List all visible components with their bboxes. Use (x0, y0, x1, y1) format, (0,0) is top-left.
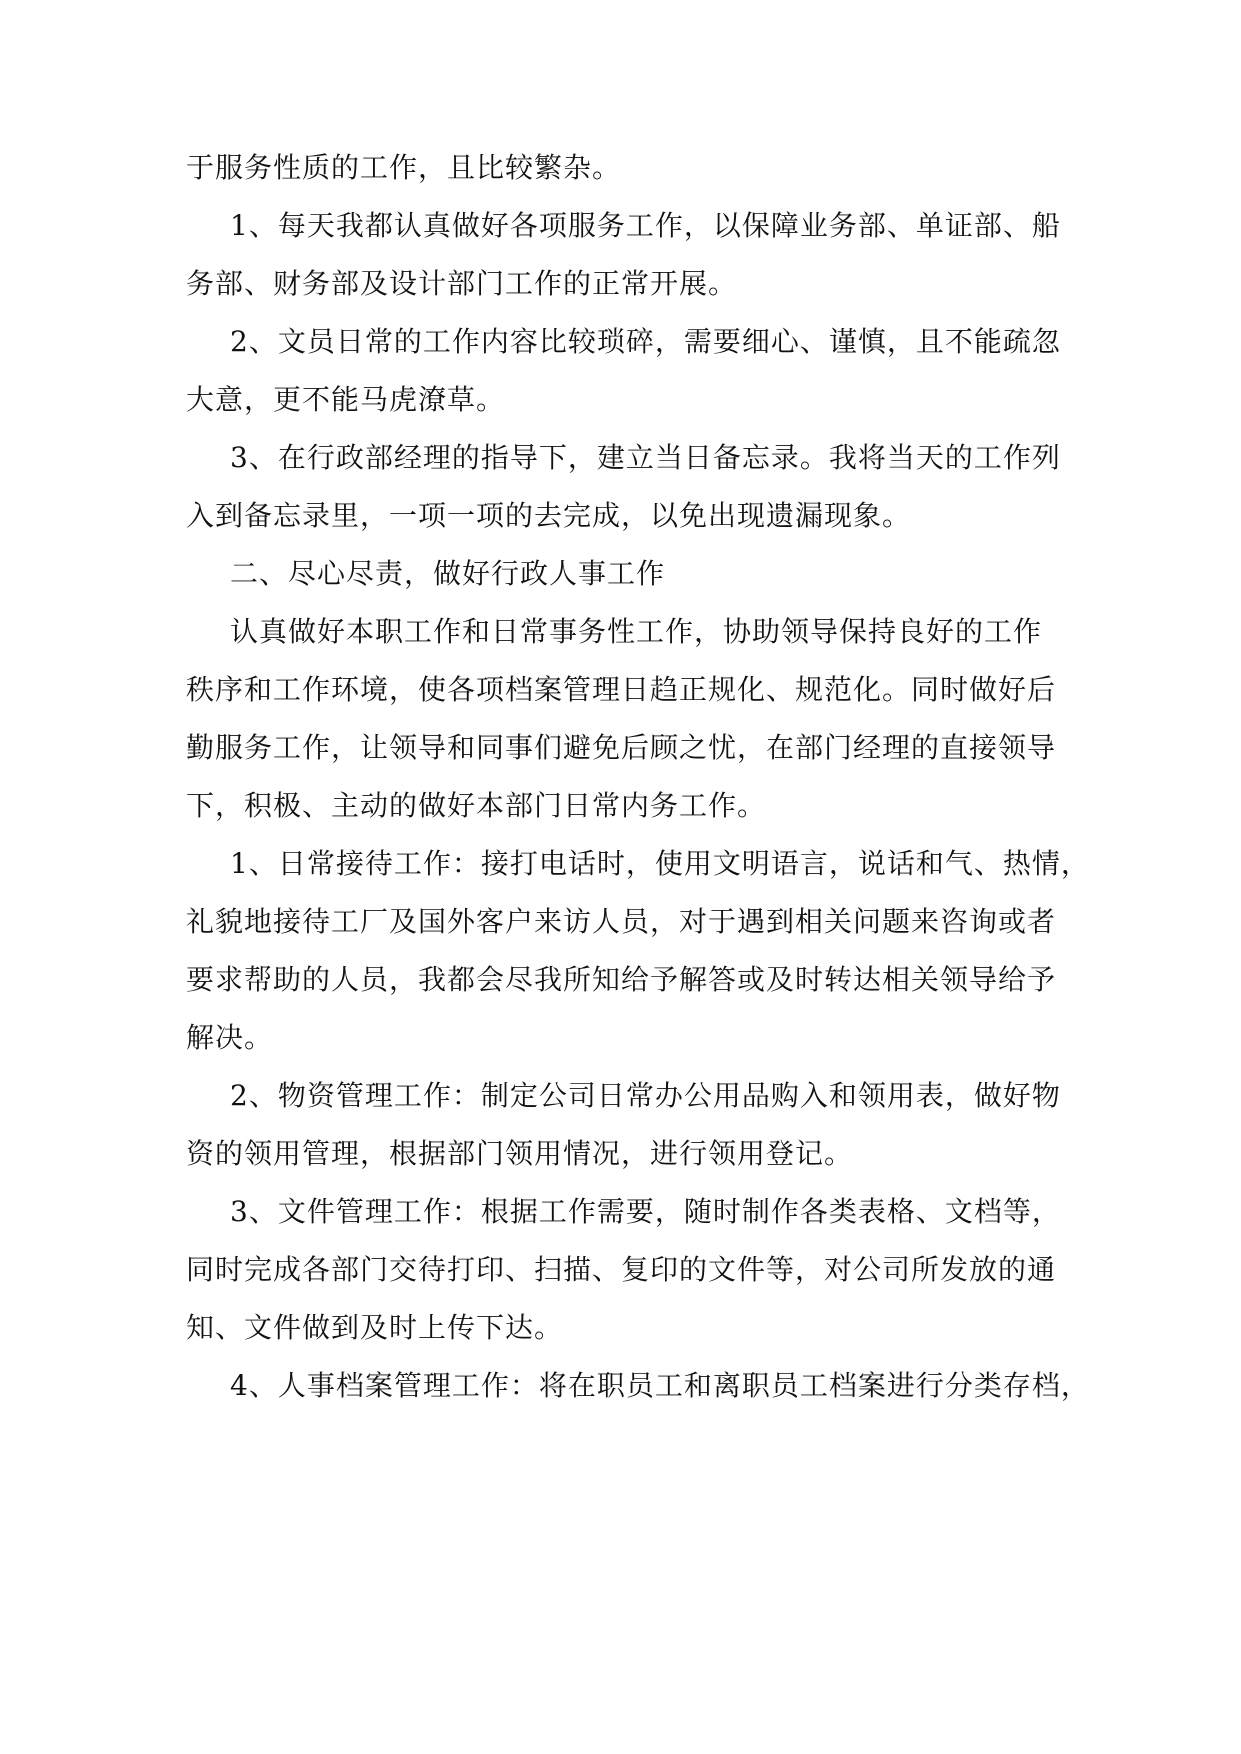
text-line: 2、物资管理工作：制定公司日常办公用品购入和领用表，做好物 (230, 1079, 1061, 1112)
text-line: 要求帮助的人员，我都会尽我所知给予解答或及时转达相关领导给予 (186, 963, 1057, 996)
text-line: 1、日常接待工作：接打电话时，使用文明语言，说话和气、热情， (230, 847, 1090, 880)
text-line: 于服务性质的工作，且比较繁杂。 (186, 151, 622, 184)
text-line: 入到备忘录里，一项一项的去完成，以免出现遗漏现象。 (186, 499, 912, 532)
text-line: 同时完成各部门交待打印、扫描、复印的文件等，对公司所发放的通 (186, 1253, 1057, 1286)
text-line: 2、文员日常的工作内容比较琐碎，需要细心、谨慎，且不能疏忽 (230, 325, 1061, 358)
text-line: 秩序和工作环境，使各项档案管理日趋正规化、规范化。同时做好后 (186, 673, 1057, 706)
text-line: 务部、财务部及设计部门工作的正常开展。 (186, 267, 738, 300)
text-line: 资的领用管理，根据部门领用情况，进行领用登记。 (186, 1137, 854, 1170)
text-line: 认真做好本职工作和日常事务性工作，协助领导保持良好的工作 (230, 615, 1043, 648)
text-line: 勤服务工作，让领导和同事们避免后顾之忧，在部门经理的直接领导 (186, 731, 1057, 764)
text-line: 大意，更不能马虎潦草。 (186, 383, 506, 416)
text-line: 解决。 (186, 1021, 274, 1054)
section-heading: 二、尽心尽责，做好行政人事工作 (230, 557, 666, 590)
text-line: 1、每天我都认真做好各项服务工作，以保障业务部、单证部、船 (230, 209, 1061, 242)
text-line: 知、文件做到及时上传下达。 (186, 1311, 564, 1344)
text-line: 下，积极、主动的做好本部门日常内务工作。 (186, 789, 767, 822)
text-line: 3、文件管理工作：根据工作需要，随时制作各类表格、文档等， (230, 1195, 1061, 1228)
text-line: 礼貌地接待工厂及国外客户来访人员，对于遇到相关问题来咨询或者 (186, 905, 1057, 938)
text-line: 4、人事档案管理工作：将在职员工和离职员工档案进行分类存档， (230, 1369, 1090, 1402)
text-line: 3、在行政部经理的指导下，建立当日备忘录。我将当天的工作列 (230, 441, 1061, 474)
